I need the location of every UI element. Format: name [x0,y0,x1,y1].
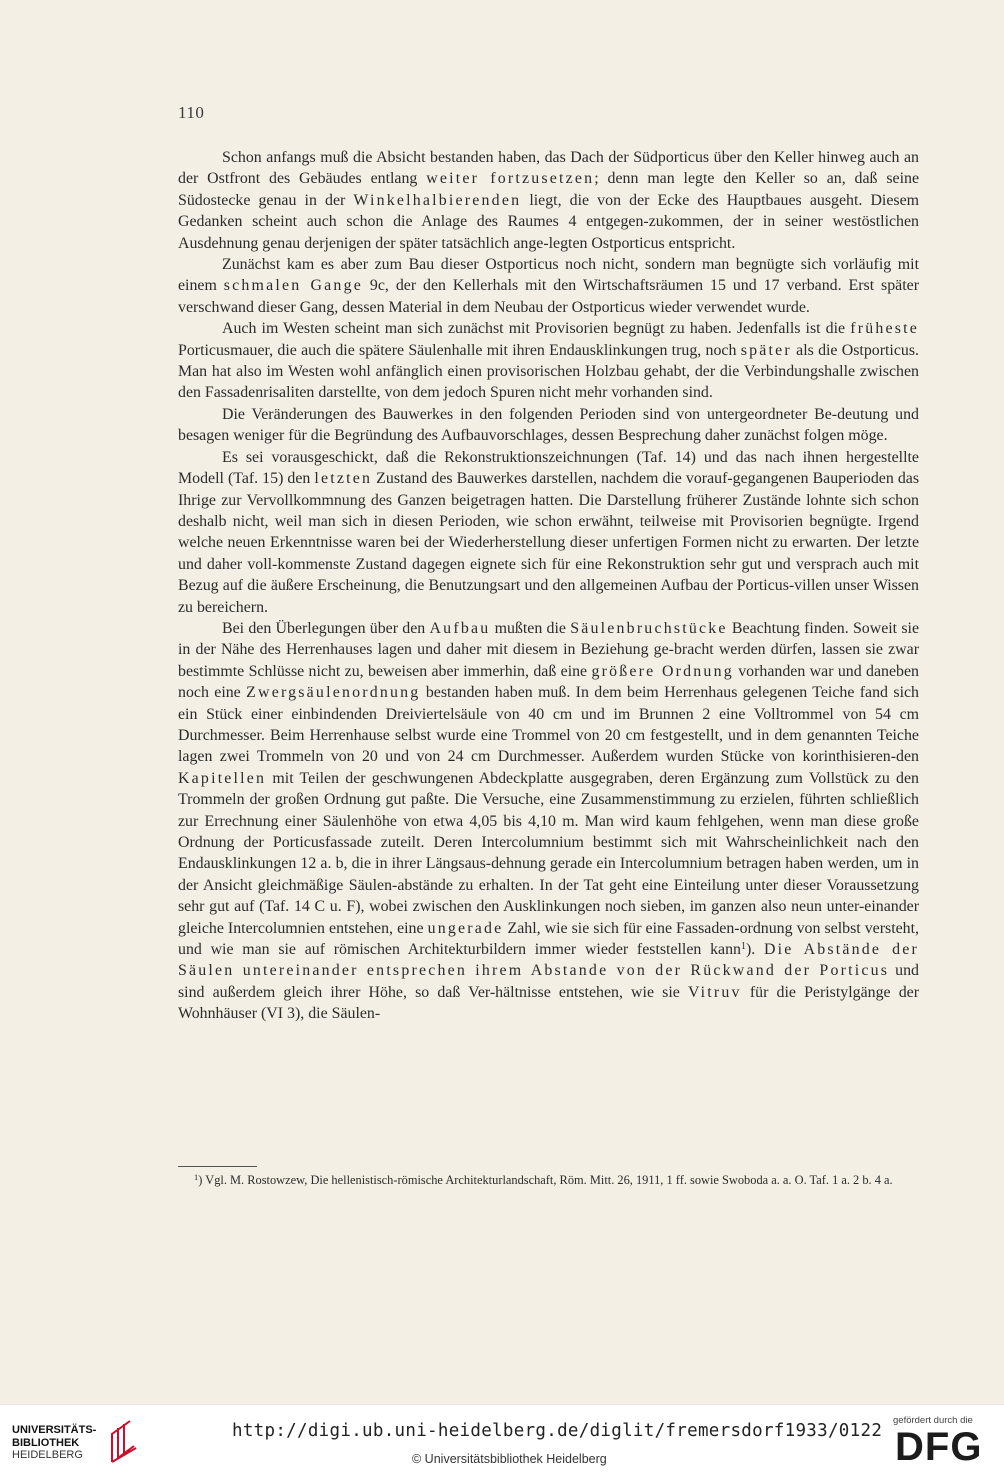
text-run: Die Veränderungen des Bauwerkes in den folgenden Perioden sind von untergeordneter Be-deutung und besagen weniger für die Begründung des Aufbauvorschlages, dessen Besprechung daher zunächst folgen möge. [178,405,919,445]
funding-caption: gefördert durch die [893,1415,973,1426]
library-name-line-3: HEIDELBERG [12,1449,83,1461]
footnote-reference: 1 [740,941,746,953]
text-run: Zunächst kam es aber zum Bau dieser Ostporticus noch nicht, sondern man begnügte sich vorläufig mit einem [178,256,919,295]
library-logo-text[interactable] [12,1424,96,1462]
spaced-emphasis: größere Ordnung [591,662,734,680]
footnote [178,1171,919,1189]
spaced-emphasis: Zwergsäulenordnung [246,684,421,702]
footer-bar [0,1404,1004,1478]
text-run: als die Ostporticus. Man hat also im Westen wohl anfänglich einen provisorischen Holzbau gehabt, der die Verbindungshalle zwischen den Fassadenrisaliten darstellte, von dem jedoch Spuren nicht mehr vorhanden sind. [178,341,919,402]
spaced-emphasis: weiter fortzusetzen [426,170,595,188]
library-name-line-2: BIBLIOTHEK [12,1436,80,1449]
text-run: mit Teilen der geschwungenen Abdeckplatte ausgegraben, deren Ergänzung zum Vollstück zu den Trommeln der großen Ordnung gut paßte. Die Versuche, eine Zusammenstimmung zu erzielen, führten schließlich zur Errechnung einer Säulenhöhe von etwa 4,05 bis 4,10 m. Man wird kaum fehlgehen, wenn man diese große Ordnung der Porticusfassade zuteilt. Deren Intercolumnium bestimmt sich mit Wahrscheinlichkeit nach den Endausklinkungen 12 a. b, die in ihrer Längsaus-dehnung gerade ein Intercolumnium betragen haben werden, um in der Ansicht gleichmäßige Säulen-abstände zu erhalten. In der Tat geht eine Einteilung unter dieser Voraussetzung sehr gut auf (Taf. 14 C u. F), wobei zwischen den Ausklinkungen noch sieben, im ganzen also neun unter-einander gleiche Intercolumnien entstehen, eine [178,769,919,937]
text-run: bestanden haben muß. In dem beim Herrenhaus gelegenen Teiche fand sich ein Stück einer einbindenden Dreiviertelsäule von 40 cm und im Brunnen 2 eine Volltrommel von 54 cm Durchmesser. Beim Herrenhause selbst wurde eine Trommel von 20 cm festgestellt, und in dem genannten Teiche lagen zwei Trommeln von 20 und von 24 cm Durchmesser. Außerdem wurden Stücke von korinthisieren-den [178,684,919,766]
spaced-emphasis: Winkelhalbierenden [353,191,522,209]
text-run: ). [745,941,764,959]
text-run: Auch im Westen scheint man sich zunächst mit Provisorien begnügt zu haben. Jedenfalls ist die [222,320,851,338]
paragraph [178,147,919,254]
library-logo-icon[interactable] [100,1418,140,1466]
text-run: 9c, der den Kellerhals mit den Wirtschaftsräumen 15 und 17 verband. Erst später verschwand dieser Gang, dessen Material in dem Neubau der Ostporticus wieder verwendet wurde. [178,277,919,316]
paragraph [178,618,919,1025]
body-text [178,147,919,1025]
text-run: Beachtung finden. Soweit sie in der Nähe des Herrenhauses lagen und daher mit diesem in Beziehung ge-bracht werden dürfen, lassen sie zwar bestimmte Schlüsse nicht zu, beweisen aber immerhin, daß eine [178,619,919,680]
spaced-emphasis: früheste [850,320,919,338]
text-run: ; denn man legte den Keller so an, daß seine Südostecke genau in der [178,170,920,209]
spaced-emphasis: Die Abstände der Säulen untereinander entsprechen ihrem Abstande von der Rückwand der Porticus [178,941,919,980]
spaced-emphasis: Kapitellen [178,769,267,787]
text-run: Schon anfangs muß die Absicht bestanden haben, das Dach der Südporticus über den Keller hinweg auch an der Ostfront des Gebäudes entlang [178,149,919,188]
permalink-url[interactable]: http://digi.ub.uni-heidelberg.de/diglit/fremersdorf1933/0122 [232,1421,883,1441]
spaced-emphasis: Aufbau [429,619,491,637]
spaced-emphasis: Vitruv [687,983,742,1001]
paragraph [178,404,919,447]
paragraph [178,447,919,618]
spaced-emphasis: Säulenbruchstücke [570,619,728,637]
page-number: 110 [178,103,205,122]
text-run: Bei den Überlegungen über den [222,619,430,637]
text-run: und sind außerdem gleich ihrer Höhe, so daß Ver-hältnisse entstehen, wie sie [178,962,920,1001]
text-run: Zustand des Bauwerkes darstellen, nachdem die vorauf-gegangenen Bauperioden das Ihrige zur Vervollkommnung des Ganzen beigetragen hatten. Die Darstellung früherer Zustände lohnte sich schon deshalb nicht, weil man sich in diesen Perioden, wie schon erwähnt, teilweise mit Provisorien begnügte. Irgend welche neuen Erkenntnisse waren bei der Wiederherstellung dieser unfertigen Formen nicht zu erwarten. Der letzte und daher voll-kommenste Zustand dagegen eignete sich für eine Rekonstruktion sehr gut und versprach auch mit Bezug auf die äußere Erscheinung, die Benutzungsart und den allgemeinen Aufbau der Porticus-villen unser Wissen zu bereichern. [178,470,919,616]
text-run: Zahl, wie sie sich für eine Fassaden-ordnung von selbst versteht, und wie man sie auf römischen Architekturbildern immer wieder feststellen kann [178,919,919,959]
text-run: liegt, die von der Ecke des Hauptbaues ausgeht. Diesem Gedanken scheint auch schon die Anlage des Raumes 4 entgegen-zukommen, der in seiner westöstlichen Ausdehnung genau derjenigen der später tatsächlich ange-legten Ostporticus entspricht. [178,191,919,252]
spaced-emphasis: später [740,341,792,359]
spaced-emphasis: schmalen Gange [223,277,363,295]
footnote-text: ) Vgl. M. Rostowzew, Die hellenistisch-römische Architekturlandschaft, Röm. Mitt. 26, 1911, 1 ff. sowie Swoboda a. a. O. Taf. 1 a. 2 b. 4 a. [198,1173,893,1187]
library-name-line-1: UNIVERSITÄTS- [12,1424,97,1436]
spaced-emphasis: ungerade [427,919,504,937]
copyright-notice: © Universitätsbibliothek Heidelberg [412,1452,607,1466]
text-run: vorhanden war und daneben noch eine [178,662,919,702]
paragraph [178,254,919,318]
paragraph [178,318,919,404]
text-run: mußten die [490,619,571,637]
text-run: für die Peristylgänge der Wohnhäuser (VI 3), die Säulen- [178,983,919,1023]
dfg-logo[interactable]: DFG [895,1425,983,1469]
footnote-mark: 1 [194,1172,199,1182]
footnote-rule [178,1166,257,1167]
spaced-emphasis: letzten [314,470,373,488]
text-run: Porticusmauer, die auch die spätere Säulenhalle mit ihren Endausklinkungen trug, noch [178,341,741,359]
text-run: Es sei vorausgeschickt, daß die Rekonstruktionszeichnungen (Taf. 14) und das nach ihnen hergestellte Modell (Taf. 15) den [178,448,919,488]
